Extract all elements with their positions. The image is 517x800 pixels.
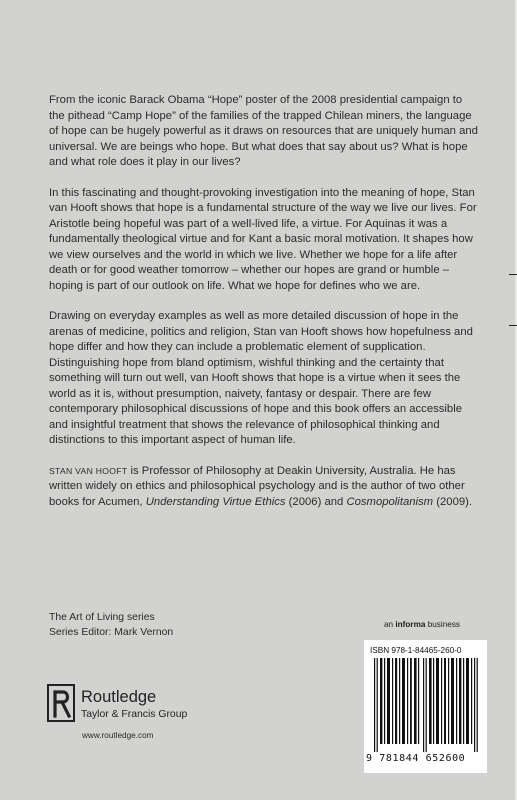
- author-name: STAN VAN HOOFT: [49, 465, 128, 476]
- blurb: [49, 93, 479, 525]
- series-info: [49, 611, 173, 640]
- publisher-name: Routledge: [81, 688, 157, 706]
- barcode-digits: 9 781844 652600: [366, 753, 466, 764]
- routledge-logo-icon: [47, 684, 77, 724]
- blurb-paragraph-2: In this fascinating and thought-provoking investigation into the meaning of hope, Stan van Hooft shows that hope is a fundamental structure of the way we live our lives. For Aristotle being hopeful was part of a well-lived life, a virtue. For Aquinas it was a fundamentally theological virtue and for Kant a basic moral motivation. It shapes how we view ourselves and the world in which we live. Whether we hope for a life after death or for good weather tomorrow – whether our hopes are grand or humble – hoping is part of our outlook on life. What we hope for defines who we are.: [49, 186, 477, 292]
- author-bio: STAN VAN HOOFT is Professor of Philosophy at Deakin University, Australia. He has written widely on ethics and philosophical psychology and is the author of two other books for Acumen, Understanding Virtue Ethics (2006) and Cosmopolitanism (2009).: [49, 464, 473, 508]
- trim-mark: [509, 325, 517, 326]
- publisher-group: Taylor & Francis Group: [81, 709, 188, 720]
- trim-mark: [509, 274, 517, 275]
- publisher-website: www.routledge.com: [82, 731, 154, 740]
- blurb-paragraph-3: Drawing on everyday examples as well as more detailed discussion of hope in the arenas of medicine, politics and religion, Stan van Hooft shows how hopefulness and hope differ and how they can include a problematic element of supplication. Distinguishing hope from bland optimism, wishful thinking and the certainty that something will turn out well, van Hooft shows that hope is a virtue when it sees the world as it is, without presumption, naivety, fantasy or despair. There are few contemporary philosophical discussions of hope and this book offers an accessible and insightful treatment that shows the relevance of philosophical thinking and distinctions to this important aspect of human life.: [49, 310, 473, 446]
- barcode-panel: [364, 640, 487, 773]
- barcode-icon: [374, 658, 478, 752]
- series-editor: Series Editor: Mark Vernon: [49, 626, 174, 638]
- informa-brand: informa: [395, 620, 426, 629]
- book-title: Cosmopolitanism: [346, 495, 434, 508]
- informa-tagline: an informa business: [384, 620, 461, 629]
- book-title: Understanding Virtue Ethics: [145, 495, 286, 508]
- blurb-paragraph-1: From the iconic Barack Obama “Hope” poster of the 2008 presidential campaign to the pithead “Camp Hope” of the families of the trapped Chilean miners, the language of hope can be hugely powerful as it draws on resources that are uniquely human and universal. We are beings who hope. But what does that say about us? What is hope and what role does it play in our lives?: [49, 94, 478, 168]
- isbn-label: ISBN 978-1-84465-260-0: [370, 646, 462, 655]
- series-name: The Art of Living series: [49, 612, 155, 623]
